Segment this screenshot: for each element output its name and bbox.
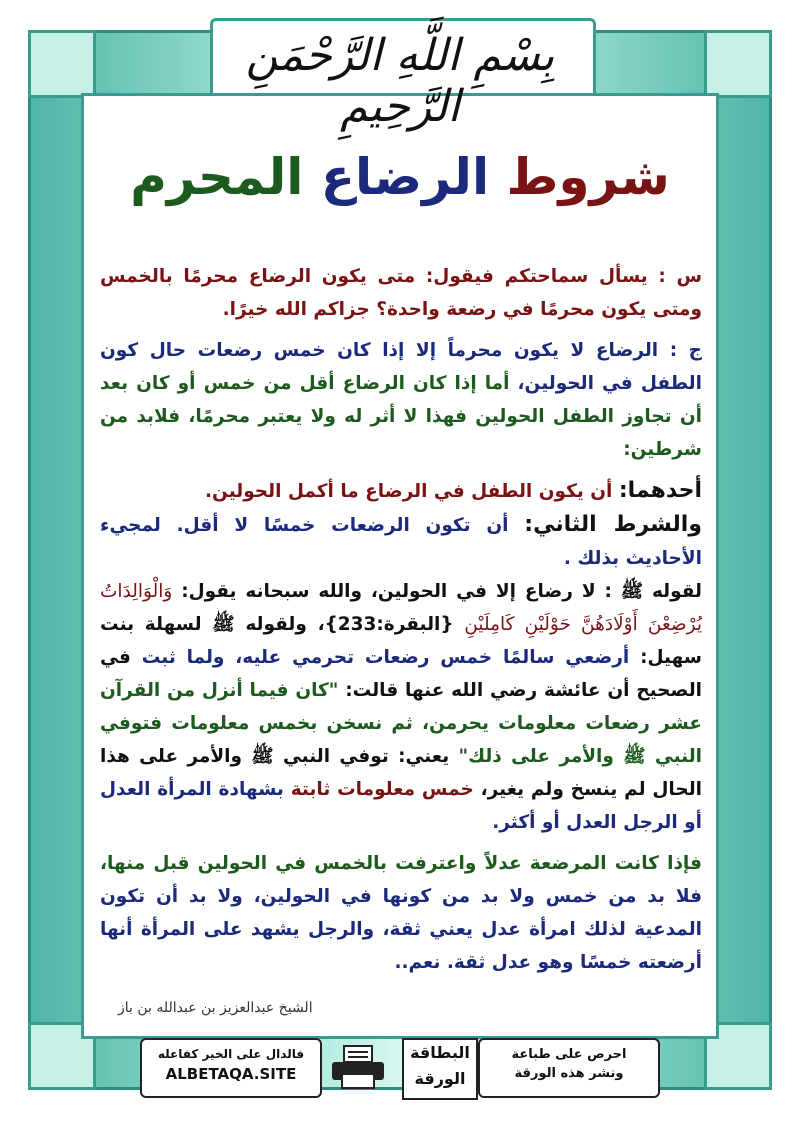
title-word-3: المحرم [130, 148, 304, 206]
footer-print-box [478, 1038, 660, 1098]
title-word-2: الرضاع [320, 148, 490, 206]
aisha-quote: "كان فيما أنزل من القرآن عشر رضعات معلومات يحرمن، ثم نسخن بخمس معلومات فتوفي النبي ﷺ والأمر على ذلك" [100, 680, 702, 767]
quran-ref: {البقرة:233}، [317, 614, 454, 635]
question-text: س : يسأل سماحتكم فيقول: متى يكون الرضاع محرمًا بالخمس ومتى يكون محرمًا في رضعة واحدة؟ جزاكم الله خيرًا. [100, 266, 702, 320]
answer-intro-b: أما إذا كان الرضاع أقل من خمس [203, 373, 510, 394]
hadith-b: ولقوله ﷺ لسهلة بنت سهيل: [100, 614, 702, 668]
footer-site-box [140, 1038, 322, 1098]
answer-intro [100, 334, 702, 466]
footer-print-line-1: احرص على طباعة [511, 1047, 627, 1062]
condition-one-label: أحدهما: [618, 478, 702, 503]
final-b: فلا بد من خمس ولا بد من كونها في الحولين، ولا بد أن تكون المدعية لذلك امرأة عدل يعني ثقة، والرجل يشهد على المرأة أنها أرضعته خمسًا وهو عدل ثقة. نعم.. [100, 886, 702, 973]
witness-text: بشهادة المرأة العدل أو الرجل العدل أو أكثر. [100, 779, 702, 833]
condition-one-text: أن يكون الطفل في الرضاع ما أكمل الحولين. [205, 481, 613, 502]
hadith-paragraph [100, 575, 702, 839]
aisha-c: خمس معلومات ثابتة [290, 779, 474, 800]
answer-intro-a: ج : الرضاع لا يكون محرماً إلا إذا كان خمس رضعات حال كون الطفل في الحولين، [100, 340, 702, 394]
quran-verse: وَالْوَالِدَاتُ يُرْضِعْنَ أَوْلَادَهُنَّ حَوْلَيْنِ كَامِلَيْنِ [100, 581, 702, 635]
footer-bar [140, 1038, 660, 1100]
sheikh-attribution: الشيخ عبدالعزيز بن عبدالله بن باز [118, 1000, 313, 1016]
aisha-a: في الصحيح أن عائشة رضي الله عنها قالت: [100, 647, 702, 701]
page-title [120, 148, 680, 206]
condition-two-text: أن تكون الرضعات خمسًا لا أقل. لمجيء الأحاديث بذلك . [100, 515, 702, 569]
hadith-a: لقوله ﷺ : لا رضاع إلا في الحولين، والله سبحانه يقول: [181, 581, 702, 602]
final-a: فإذا كانت المرضعة عدلاً واعترفت بالخمس في الحولين قبل منها، [100, 853, 702, 874]
aisha-b: يعني: توفي النبي ﷺ والأمر على هذا الحال لم ينسخ ولم يغير، [100, 746, 702, 800]
logo-line-1: البطاقة [410, 1043, 470, 1062]
article-body [100, 260, 702, 987]
final-paragraph [100, 847, 702, 979]
hadith-b-text: أرضعي سالمًا خمس رضعات تحرمي عليه، ولما ثبت [141, 647, 630, 668]
footer-print-line-2: ونشر هذه الورقة [514, 1066, 624, 1081]
frame-corner [28, 30, 96, 98]
title-word-1: شروط [506, 148, 670, 206]
footer-slogan: فالدال على الخير كفاعله [157, 1047, 305, 1061]
logo-line-2: الورقة [414, 1069, 466, 1088]
condition-one [100, 474, 702, 508]
printer-icon [328, 1044, 388, 1090]
footer-site-link[interactable]: ALBETAQA.SITE [165, 1065, 297, 1083]
frame-corner [704, 30, 772, 98]
basmala: بِسْمِ اللَّهِ الرَّحْمَنِ الرَّحِيمِ [245, 30, 555, 132]
condition-two-label: والشرط الثاني: [524, 512, 702, 537]
albetaqa-logo [402, 1038, 478, 1100]
condition-two [100, 508, 702, 575]
answer-intro-c: أو كان بعد أن تجاوز الطفل الحولين فهذا لا أثر له ولا يعتبر محرمًا، فلابد من شرطين: [100, 373, 702, 460]
